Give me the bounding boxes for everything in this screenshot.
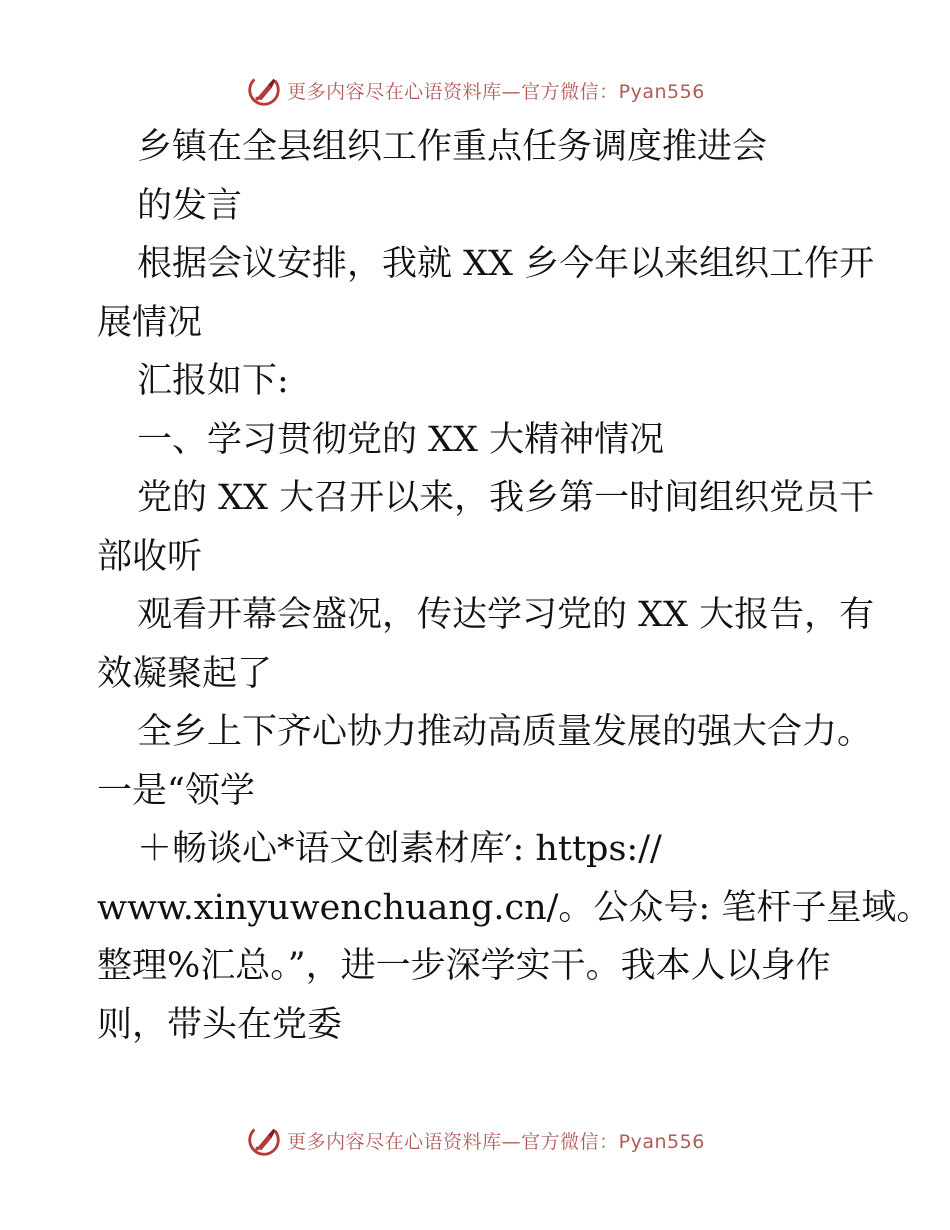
paragraph-line: 效凝聚起了 [97,653,273,694]
paragraph-line: 根据会议安排，我就 XX 乡今年以来组织工作开 [137,244,875,284]
paragraph-line: 观看开幕会盛况，传达学习党的 XX 大报告，有 [137,595,875,635]
paragraph-line: 党的 XX 大召开以来，我乡第一时间组织党员干 [137,478,875,518]
paragraph-line: 整理%汇总。”，进一步深学实干。我本人以身作 [97,946,831,986]
paragraph-line: ＋畅谈心*语文创素材库′: https:// [137,829,662,869]
paragraph-line: 汇报如下: [137,361,289,401]
watermark-text: 更多内容尽在心语资料库—官方微信：Pyan556 [287,1130,705,1153]
document-body [97,118,932,1054]
footer-watermark [0,1118,950,1162]
header-watermark [0,68,950,112]
watermark-text: 更多内容尽在心语资料库—官方微信：Pyan556 [287,80,705,103]
paragraph-line: 则，带头在党委 [97,1004,343,1045]
section-heading: 一、学习贯彻党的 XX 大精神情况 [137,419,665,460]
paragraph-line: 一是“领学 [97,770,255,811]
paragraph-line: 展情况 [97,302,203,343]
paragraph-line: 部收听 [97,536,203,577]
paragraph-line: 全乡上下齐心协力推动高质量发展的强大合力。 [137,712,873,752]
title-line-1: 乡镇在全县组织工作重点任务调度推进会 [137,127,768,167]
paragraph-line: www.xinyuwenchuang.cn/。公众号: 笔杆子星域。 [97,887,932,928]
title-line-2: 的发言 [137,185,243,226]
pen-logo-icon [245,1121,283,1159]
pen-logo-icon [245,71,283,109]
